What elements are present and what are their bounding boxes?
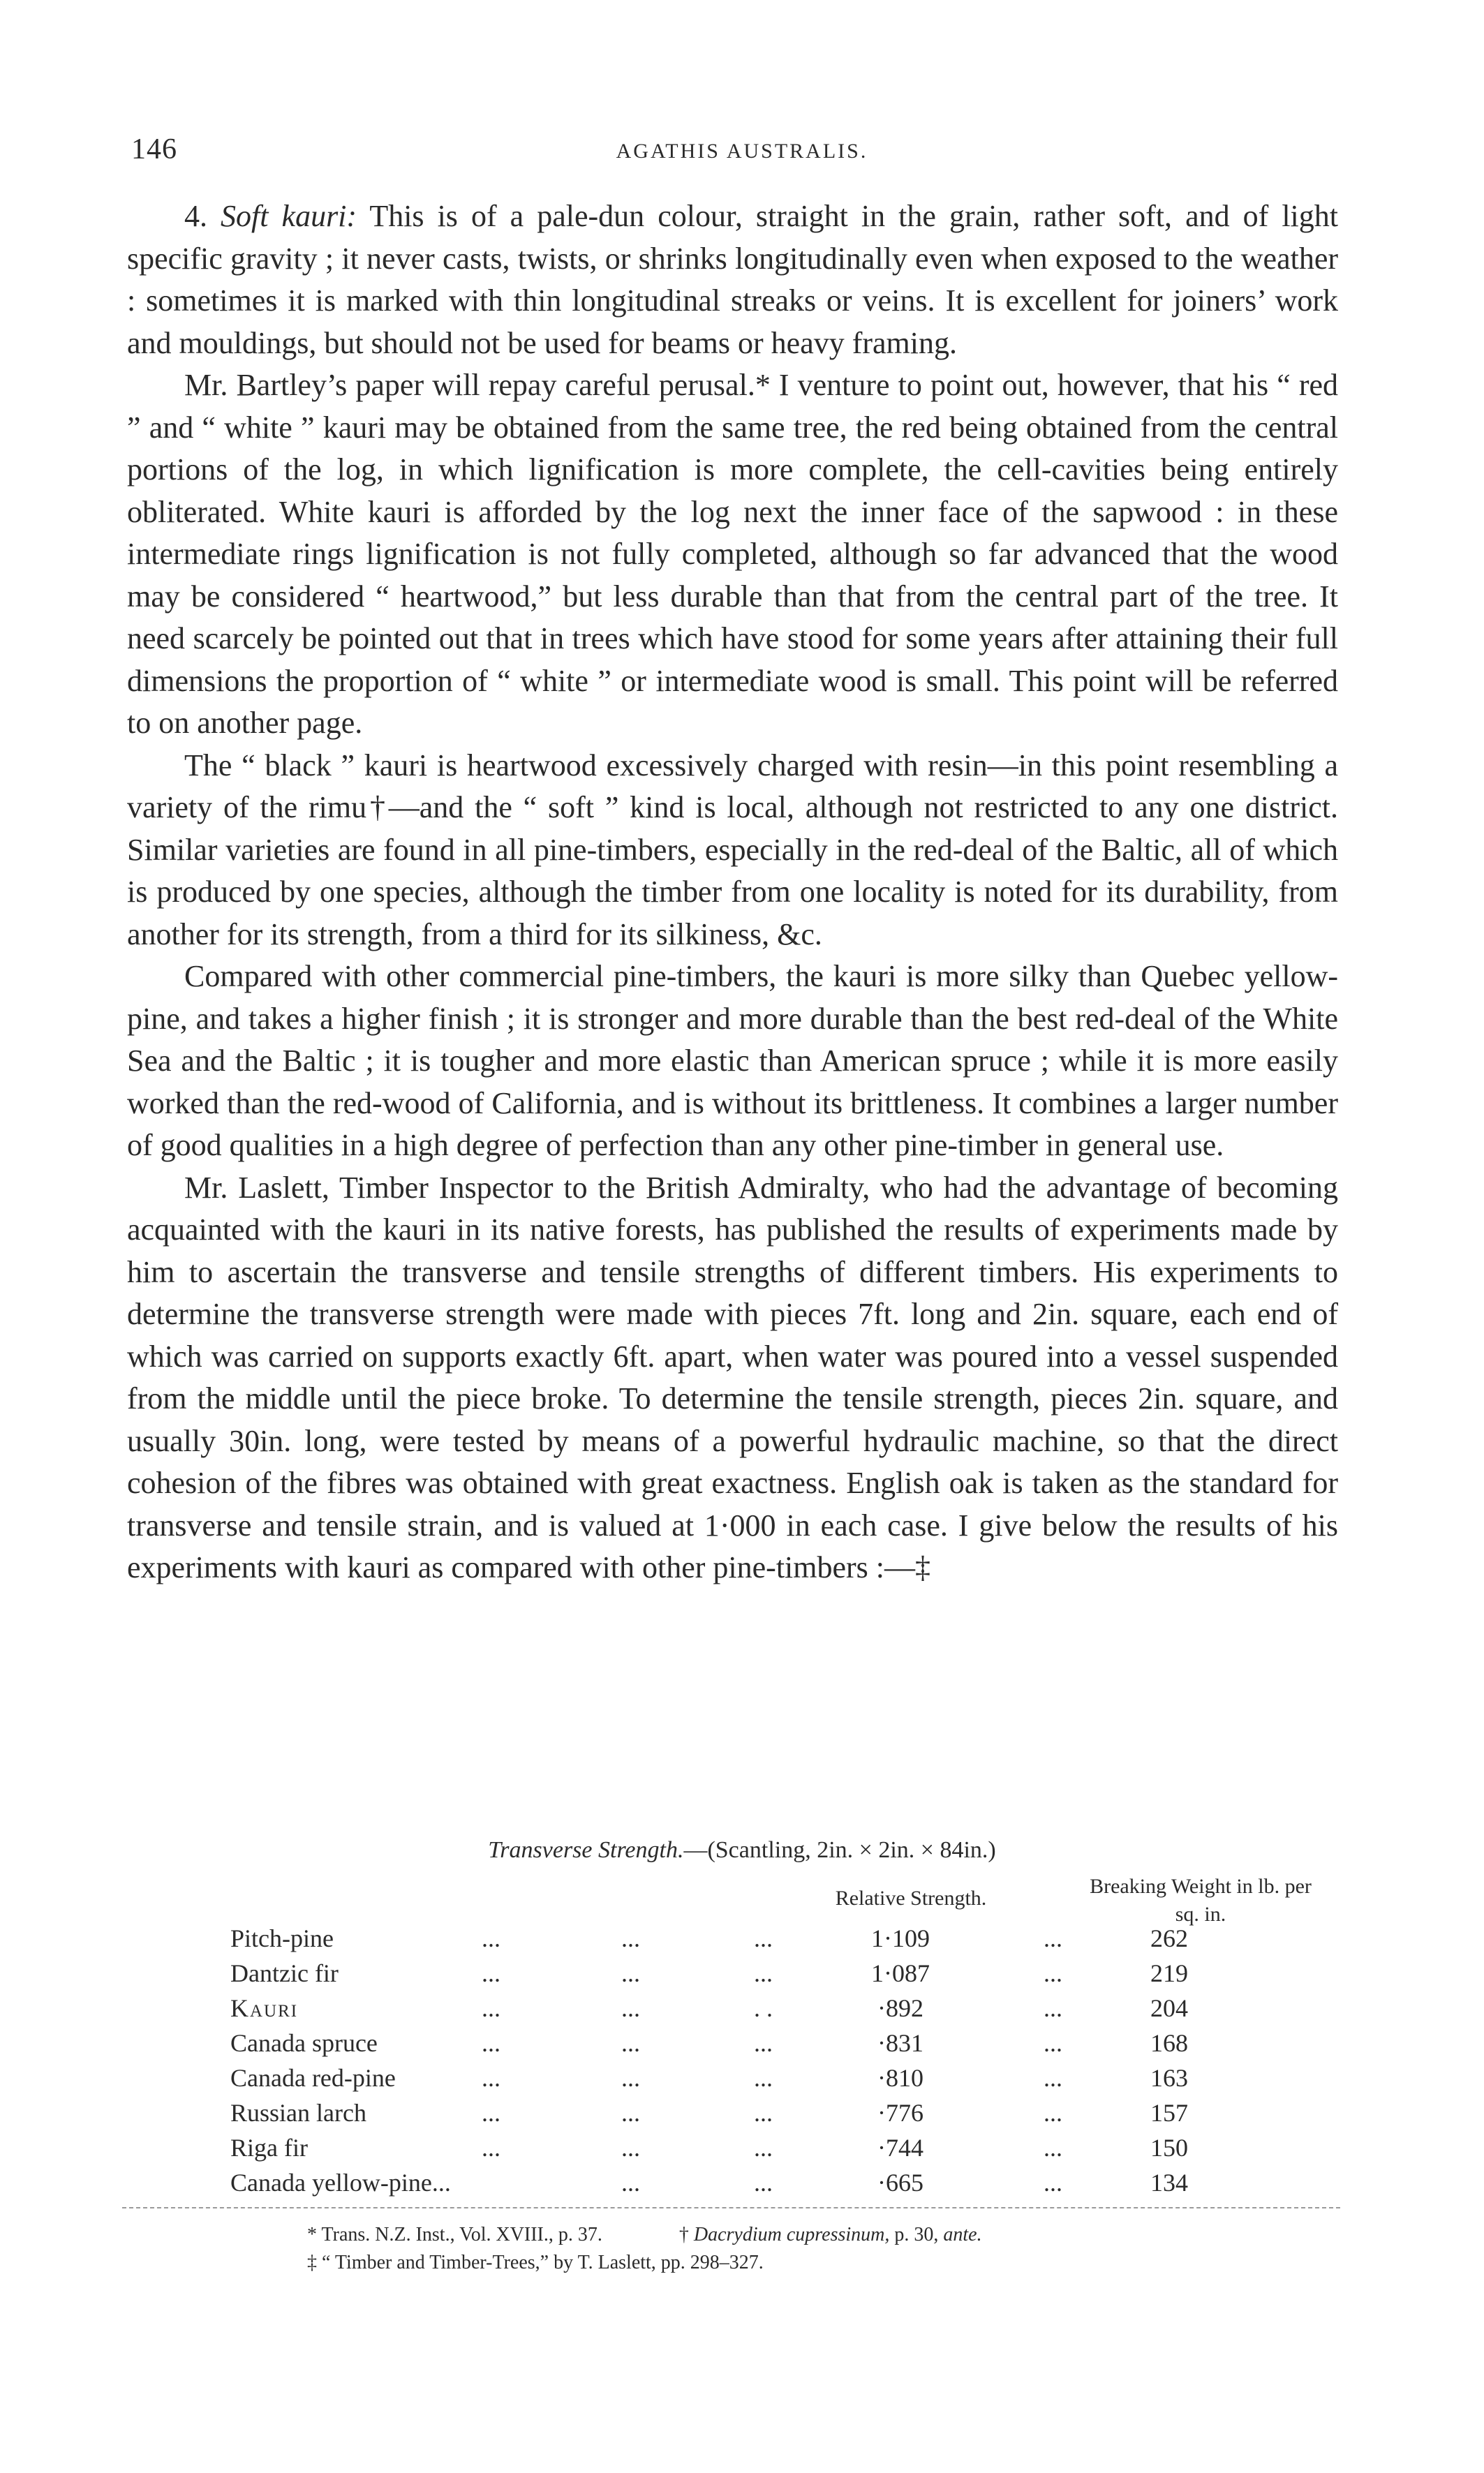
- paragraph-laslett: Mr. Laslett, Timber Inspector to the British Admiralty, who had the advantage of becoming acquainted with the kauri in its native forests, has published the results of experiments made by him to ascertain the transverse and tensile strengths of different timbers. His experiments to determine the transverse strength were made with pieces 7ft. long and 2in. square, each end of which was carried on supports exactly 6ft. apart, when water was poured into a vessel suspended from the middle until the piece broke. To determine the tensile strength, pieces 2in. square, and usually 30in. long, were tested by means of a powerful hydraulic machine, so that the direct cohesion of the fibres was obtained with great exactness. English oak is taken as the standard for transverse and tensile strain, and is valued at 1·000 in each case. I give below the results of his experiments with kauri as compared with other pine-timbers :—‡: [127, 1170, 1338, 1584]
- leader-dots: ...: [754, 1959, 773, 1987]
- table-title-italic: Transverse Strength.: [488, 1837, 684, 1863]
- paragraph-text: This is of a pale-dun colour, straight in the grain, rather soft, and of light specific gravity ; it never casts, twists, or shrinks longitudinally even when exposed to the weather : sometimes it is marked with thin longitudinal streaks or veins. It is excellent for joiners’ work and mouldings, but should not be used for beams or heavy framing.: [127, 199, 1339, 360]
- table-row: [230, 2133, 1347, 2168]
- item-label: Soft kauri:: [221, 199, 357, 233]
- footnote-double-dagger: ‡ “ Timber and Timber-Trees,” by T. Laslett, pp. 298–327.: [307, 2252, 764, 2273]
- paragraph-black-kauri: The “ black ” kauri is heartwood excessively charged with resin—in this point resembling a variety of the rimu†—and the “ soft ” kind is local, although not restricted to any one district. Similar varieties are found in all pine-timbers, especially in the red-deal of the Baltic, all of which is produced by one species, although the timber from one locality is noted for its durability, from another for its strength, from a third for its silkiness, &c.: [127, 748, 1338, 951]
- body-text: [127, 195, 1338, 1589]
- footnote-star-text: * Trans. N.Z. Inst., Vol. XVIII., p. 37.: [307, 2224, 602, 2245]
- leader-dots: ...: [754, 2099, 773, 2127]
- footnote-divider: [122, 2207, 1340, 2208]
- footnote-dagger-page: p. 30,: [889, 2224, 944, 2245]
- leader-dots: ...: [482, 2099, 500, 2127]
- relative-strength: ·810: [877, 2064, 923, 2092]
- relative-strength: 1·087: [871, 1959, 930, 1987]
- column-header-breaking-weight: Breaking Weight in lb. per sq. in.: [1090, 1875, 1312, 1926]
- page-number: 146: [131, 133, 177, 165]
- relative-strength: ·892: [877, 1994, 923, 2022]
- footnote-dagger-ante: ante.: [943, 2224, 982, 2245]
- timber-name: Russian larch: [230, 2099, 366, 2127]
- table-row: [230, 1993, 1347, 2028]
- timber-name: Pitch-pine: [230, 1924, 334, 1952]
- leader-dots: ...: [1044, 1994, 1062, 2022]
- timber-name: Canada yellow-pine...: [230, 2169, 451, 2197]
- leader-dots: ...: [621, 2064, 640, 2092]
- table-row: [230, 1924, 1347, 1959]
- relative-strength: ·776: [877, 2099, 923, 2127]
- strength-table: [230, 1924, 1347, 2203]
- table-row: [230, 2063, 1347, 2098]
- table-row: [230, 2168, 1347, 2203]
- leader-dots: ...: [1044, 2169, 1062, 2197]
- column-header-relative: Relative Strength.: [835, 1887, 987, 1910]
- table-title: [0, 1837, 1484, 1864]
- footnote-dagger-species: Dacrydium cupressinum,: [693, 2224, 890, 2245]
- footnote-star: [307, 2221, 982, 2249]
- breaking-weight: 157: [1150, 2099, 1188, 2127]
- timber-name: Dantzic fir: [230, 1959, 339, 1987]
- table-row: [230, 2098, 1347, 2133]
- leader-dots: ...: [1044, 2099, 1062, 2127]
- leader-dots: ...: [621, 1994, 640, 2022]
- relative-strength: 1·109: [871, 1924, 930, 1952]
- leader-dots: ...: [754, 2134, 773, 2162]
- leader-dots: ...: [482, 1924, 500, 1952]
- breaking-weight: 219: [1150, 1959, 1188, 1987]
- breaking-weight: 262: [1150, 1924, 1188, 1952]
- leader-dots: ...: [1044, 2064, 1062, 2092]
- paragraph-comparison: Compared with other commercial pine-timbers, the kauri is more silky than Quebec yellow-pine, and takes a higher finish ; it is stronger and more durable than the best red-deal of the White Sea and the Baltic ; it is tougher and more elastic than American spruce ; while it is more easily worked than the red-wood of California, and is without its brittleness. It combines a larger number of good qualities in a high degree of perfection than any other pine-timber in general use.: [127, 959, 1338, 1162]
- breaking-weight: 134: [1150, 2169, 1188, 2197]
- leader-dots: ...: [621, 2134, 640, 2162]
- running-title: AGATHIS AUSTRALIS.: [616, 140, 868, 163]
- footnote-dagger-prefix: †: [678, 2224, 694, 2245]
- breaking-weight: 168: [1150, 2029, 1188, 2057]
- table-title-rest: —(Scantling, 2in. × 2in. × 84in.): [683, 1837, 996, 1863]
- timber-name: Kauri: [230, 1994, 299, 2022]
- leader-dots: ...: [482, 1994, 500, 2022]
- leader-dots: ...: [1044, 1924, 1062, 1952]
- relative-strength: ·831: [877, 2029, 923, 2057]
- leader-dots: ...: [621, 1924, 640, 1952]
- leader-dots: ...: [482, 2064, 500, 2092]
- table-row: [230, 1959, 1347, 1993]
- relative-strength: ·665: [877, 2169, 923, 2197]
- item-number: 4.: [184, 199, 207, 233]
- leader-dots: ...: [754, 1924, 773, 1952]
- paragraph-bartley: Mr. Bartley’s paper will repay careful perusal.* I venture to point out, however, that his “ red ” and “ white ” kauri may be obtained from the same tree, the red being obtained from the central portions of the log, in which lignification is more complete, the cell-cavities being entirely obliterated. White kauri is afforded by the log next the inner face of the sapwood : in these intermediate rings lignification is not fully completed, although so far advanced that the wood may be considered “ heartwood,” but less durable than that from the central part of the tree. It need scarcely be pointed out that in trees which have stood for some years after attaining their full dimensions the proportion of “ white ” or intermediate wood is small. This point will be referred to on another page.: [127, 368, 1338, 740]
- leader-dots: ...: [482, 2029, 500, 2057]
- breaking-weight: 204: [1150, 1994, 1188, 2022]
- leader-dots: ...: [621, 2169, 640, 2197]
- leader-dots: ...: [621, 2099, 640, 2127]
- relative-strength: ·744: [877, 2134, 923, 2162]
- leader-dots: ...: [621, 1959, 640, 1987]
- breaking-weight: 150: [1150, 2134, 1188, 2162]
- leader-dots: ...: [621, 2029, 640, 2057]
- leader-dots: ...: [754, 2064, 773, 2092]
- leader-dots: ...: [754, 2029, 773, 2057]
- breaking-weight: 163: [1150, 2064, 1188, 2092]
- leader-dots: . .: [754, 1994, 773, 2022]
- footnotes: [307, 2221, 982, 2277]
- leader-dots: ...: [1044, 1959, 1062, 1987]
- leader-dots: ...: [482, 2134, 500, 2162]
- table-row: [230, 2028, 1347, 2063]
- timber-name: Riga fir: [230, 2134, 308, 2162]
- timber-name: Canada red-pine: [230, 2064, 396, 2092]
- leader-dots: ...: [1044, 2029, 1062, 2057]
- leader-dots: ...: [482, 1959, 500, 1987]
- timber-name: Canada spruce: [230, 2029, 378, 2057]
- paragraph-soft-kauri: [127, 195, 1338, 364]
- leader-dots: ...: [754, 2169, 773, 2197]
- leader-dots: ...: [1044, 2134, 1062, 2162]
